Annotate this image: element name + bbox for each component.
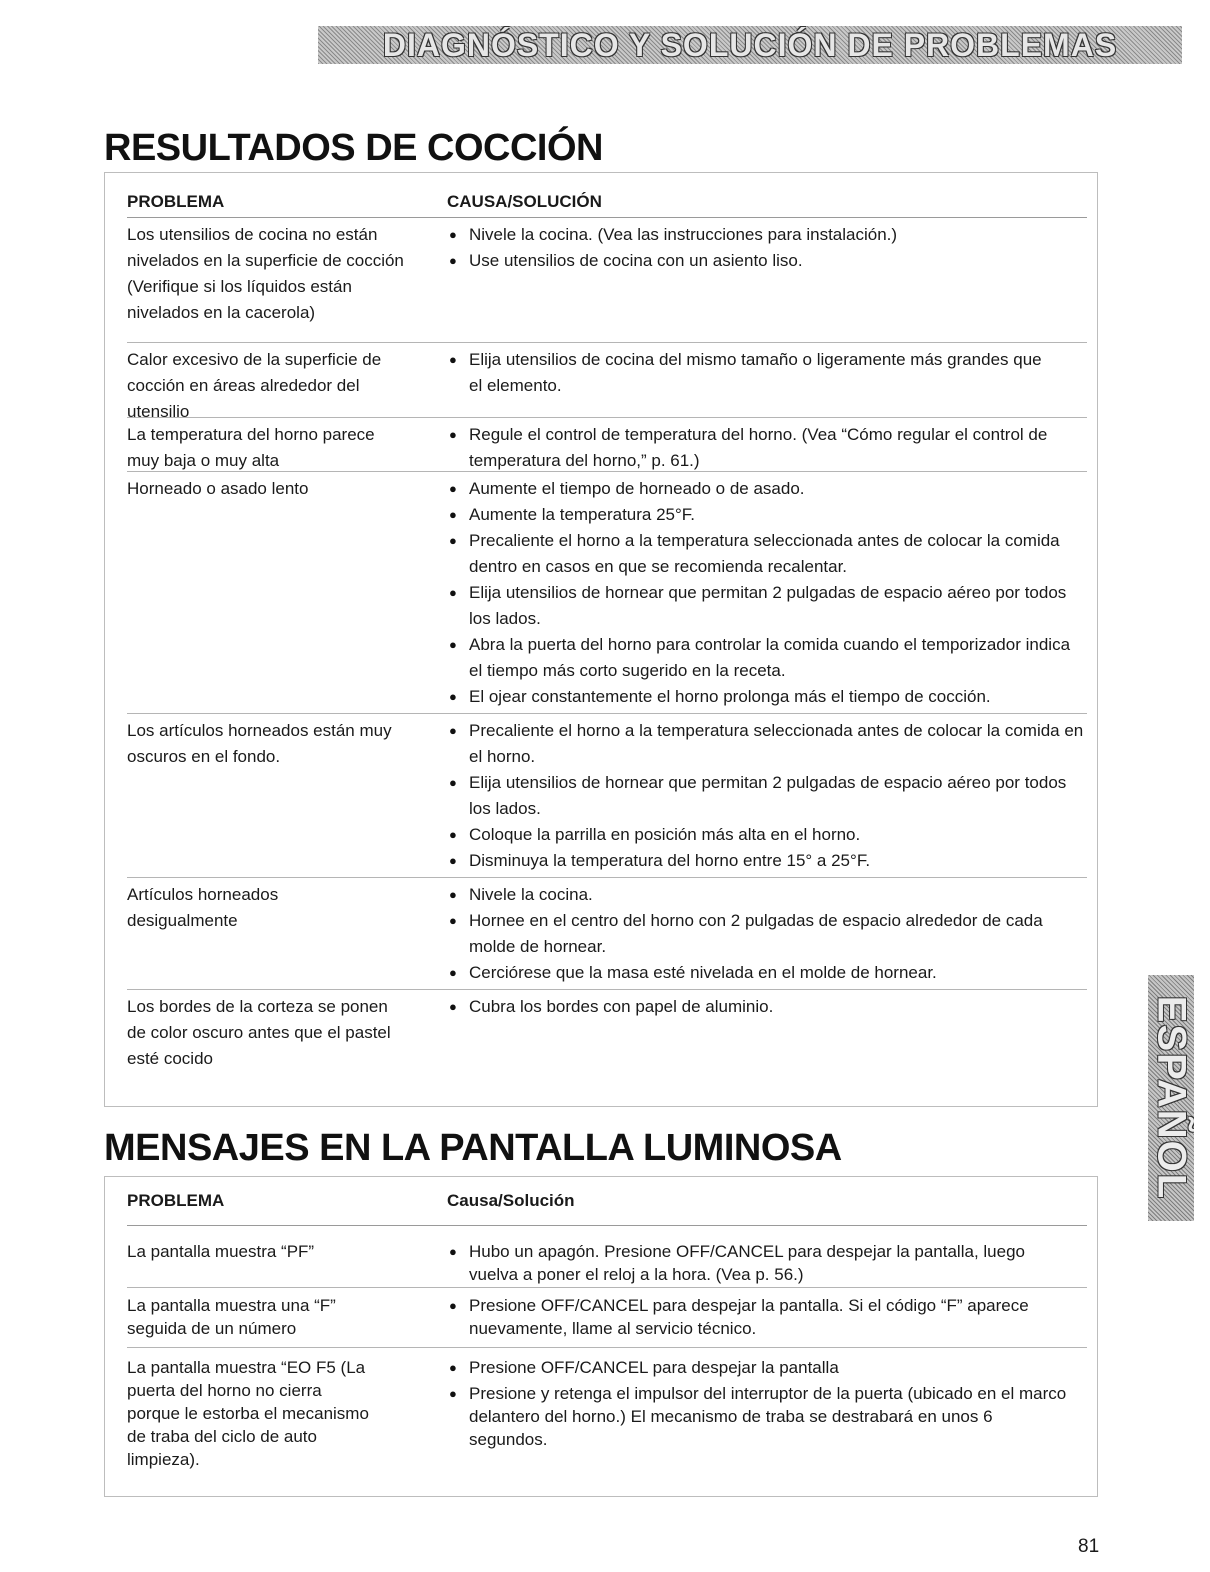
problem-cell: La pantalla muestra “EO F5 (La puerta del horno no cierra porque le estorba el mecanismo de traba del ciclo de auto limpieza). — [127, 1358, 369, 1469]
cooking-results-title: RESULTADOS DE COCCIÓN — [104, 127, 603, 169]
solution-item: ● Coloque la parrilla en posición más alta en el horno. — [447, 822, 1087, 848]
solution-item: ● Use utensilios de cocina con un asiento liso. — [447, 248, 1087, 274]
problem-cell: La pantalla muestra “PF” — [127, 1242, 315, 1261]
table-row — [127, 1288, 1087, 1348]
cooking-results-table — [104, 172, 1098, 1107]
problem-cell: Artículos horneados desigualmente — [127, 885, 279, 930]
cause-column-header: CAUSA/SOLUCIÓN — [447, 192, 602, 211]
problem-cell: La pantalla muestra una “F” seguida de un número — [127, 1296, 336, 1338]
solution-item: ● Elija utensilios de hornear que permitan 2 pulgadas de espacio aéreo por todos los lados. — [447, 770, 1087, 822]
language-tab-label: ESPAÑOL — [1149, 995, 1194, 1201]
problem-column-header: PROBLEMA — [127, 192, 225, 211]
problem-cell: Los utensilios de cocina no están nivelados en la superficie de cocción (Verifique si los líquidos están nivelados en la cacerola) — [127, 225, 404, 322]
table-row — [127, 418, 1087, 472]
solution-list — [447, 422, 1087, 471]
table-row — [127, 878, 1087, 990]
display-messages-table — [104, 1176, 1098, 1497]
table-row — [127, 472, 1087, 714]
table-row — [127, 990, 1087, 1080]
table-header — [127, 173, 1087, 218]
problem-column-header: PROBLEMA — [127, 1191, 225, 1210]
solution-item: ● Nivele la cocina. (Vea las instrucciones para instalación.) — [447, 222, 1087, 248]
solution-list — [447, 347, 1087, 417]
solution-item: ● Nivele la cocina. — [447, 882, 1087, 908]
display-messages-title: MENSAJES EN LA PANTALLA LUMINOSA — [104, 1127, 842, 1169]
solution-item: ● Hubo un apagón. Presione OFF/CANCEL para despejar la pantalla, luego vuelva a poner el reloj a la hora. (Vea p. 56.) — [447, 1240, 1027, 1286]
solution-item: ● Disminuya la temperatura del horno entre 15° a 25°F. — [447, 848, 1087, 874]
solution-list — [447, 1240, 1087, 1287]
solution-item: ● Presione OFF/CANCEL para despejar la pantalla. Si el código “F” aparece nuevamente, llame al servicio técnico. — [447, 1294, 1057, 1340]
solution-list — [447, 1294, 1087, 1347]
solution-item: ● El ojear constantemente el horno prolonga más el tiempo de cocción. — [447, 684, 1087, 710]
solution-list — [447, 718, 1087, 877]
solution-item: ● Abra la puerta del horno para controlar la comida cuando el temporizador indica el tiempo más corto sugerido en la receta. — [447, 632, 1087, 684]
solution-list — [447, 476, 1087, 713]
problem-cell: Calor excesivo de la superficie de cocción en áreas alrededor del utensilio — [127, 350, 382, 421]
solution-item: ● Elija utensilios de hornear que permitan 2 pulgadas de espacio aéreo por todos los lados. — [447, 580, 1087, 632]
solution-item: ● Presione OFF/CANCEL para despejar la pantalla — [447, 1356, 1067, 1379]
solution-item: ● Precaliente el horno a la temperatura seleccionada antes de colocar la comida en el horno. — [447, 718, 1087, 770]
cause-column-header: Causa/Solución — [447, 1191, 575, 1210]
solution-item: ● Precaliente el horno a la temperatura seleccionada antes de colocar la comida dentro en casos en que se recomienda recalentar. — [447, 528, 1087, 580]
solution-list — [447, 222, 1087, 342]
solution-item: ● Presione y retenga el impulsor del interruptor de la puerta (ubicado en el marco delantero del horno.) El mecanismo de traba se destrabará en unos 6 segundos. — [447, 1382, 1067, 1451]
table-row — [127, 1226, 1087, 1288]
problem-cell: Los artículos horneados están muy oscuros en el fondo. — [127, 721, 392, 766]
solution-list — [447, 1356, 1087, 1498]
table-row — [127, 218, 1087, 343]
language-tab — [1148, 975, 1194, 1221]
solution-item: ● Elija utensilios de cocina del mismo tamaño o ligeramente más grandes que el elemento. — [447, 347, 1047, 399]
table-row — [127, 1348, 1087, 1498]
problem-cell: Los bordes de la corteza se ponen de color oscuro antes que el pastel esté cocido — [127, 997, 391, 1068]
problem-cell: La temperatura del horno parece muy baja o muy alta — [127, 425, 375, 470]
table-row — [127, 343, 1087, 421]
solution-item: ● Hornee en el centro del horno con 2 pulgadas de espacio alrededor de cada molde de hornear. — [447, 908, 1087, 960]
solution-item: ● Cerciórese que la masa esté nivelada en el molde de hornear. — [447, 960, 1087, 986]
page-number: 81 — [1078, 1536, 1100, 1557]
table-header — [127, 1177, 1087, 1226]
solution-item: ● Aumente la temperatura 25°F. — [447, 502, 1087, 528]
solution-list — [447, 994, 1087, 1080]
banner-text: DIAGNÓSTICO Y SOLUCIÓN DE PROBLEMAS — [382, 26, 1118, 63]
section-banner — [318, 26, 1182, 64]
table-row — [127, 714, 1087, 878]
solution-item: ● Aumente el tiempo de horneado o de asado. — [447, 476, 1087, 502]
solution-item: ● Regule el control de temperatura del horno. (Vea “Cómo regular el control de temperatura del horno,” p. 61.) — [447, 422, 1067, 474]
problem-cell: Horneado o asado lento — [127, 479, 309, 498]
solution-list — [447, 882, 1087, 989]
solution-item: ● Cubra los bordes con papel de aluminio. — [447, 994, 1087, 1020]
